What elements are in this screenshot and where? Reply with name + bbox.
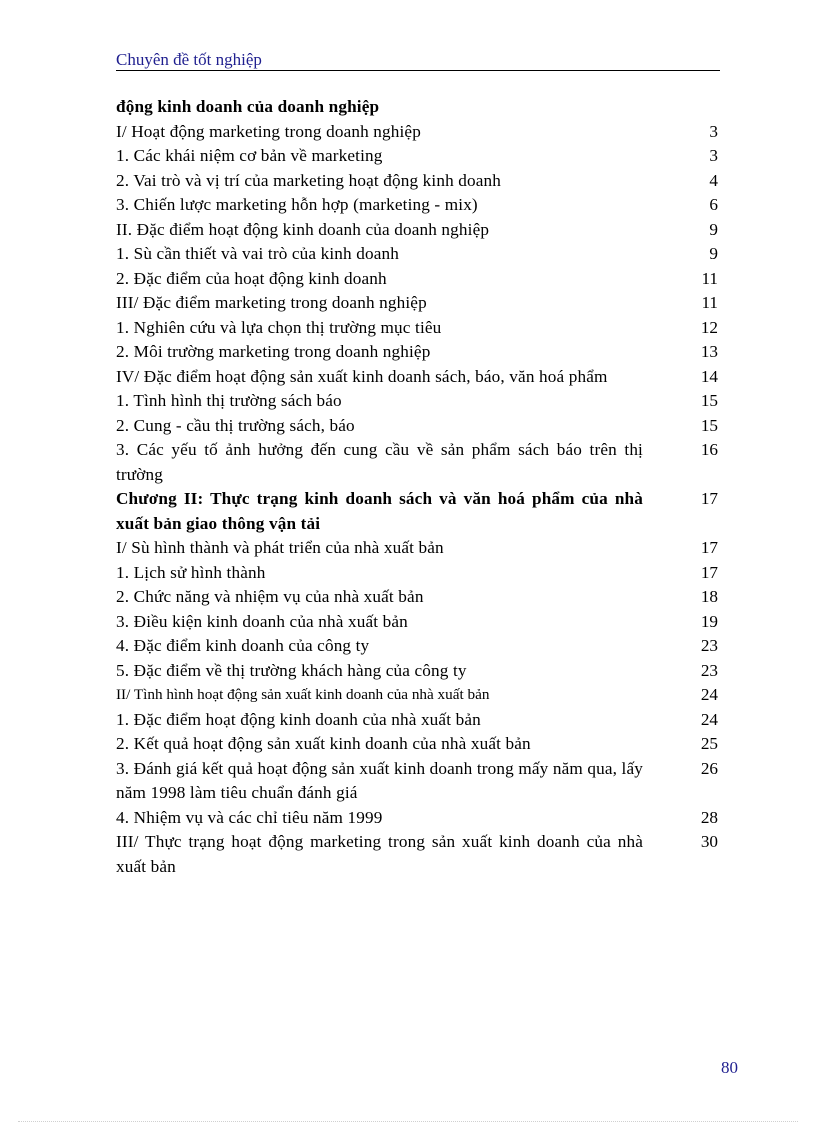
toc-entry-page: 25 [700, 734, 718, 753]
toc-entry [116, 683, 720, 708]
toc-entry [116, 120, 720, 145]
toc-entry-page: 13 [700, 342, 718, 361]
toc-entry-title: 3. Các yếu tố ảnh hưởng đến cung cầu về sản phẩm sách báo trên thị trường [116, 440, 643, 484]
toc-entry-title: 3. Điều kiện kinh doanh của nhà xuất bản [116, 611, 408, 631]
toc-entry-title: 1. Đặc điểm hoạt động kinh doanh của nhà xuất bản [116, 709, 481, 729]
toc-entry [116, 830, 720, 879]
toc-entry-title: 1. Sù cần thiết và vai trò của kinh doanh [116, 244, 399, 263]
toc-entry-title: 4. Nhiệm vụ và các chỉ tiêu năm 1999 [116, 807, 383, 827]
toc-entry-page: 18 [700, 587, 718, 606]
toc-entry-title: III/ Thực trạng hoạt động marketing trong sản xuất kinh doanh của nhà xuất bản [116, 832, 643, 876]
toc-entry [116, 414, 720, 439]
toc-entry-page: 28 [700, 807, 718, 827]
toc-entry [116, 806, 720, 831]
toc-entry-page: 15 [700, 391, 718, 410]
toc-entry-title: 3. Đánh giá kết quả hoạt động sản xuất kinh doanh trong mấy năm qua, lấy năm 1998 làm tiêu chuẩn đánh giá [116, 758, 643, 802]
toc-entry-page: 14 [700, 366, 718, 386]
toc-entry-page: 6 [709, 195, 718, 214]
toc-entry [116, 267, 720, 292]
toc-entry-title: 5. Đặc điểm về thị trường khách hàng của công ty [116, 660, 467, 680]
toc-entry [116, 365, 720, 390]
toc-entry-page: 19 [700, 611, 718, 631]
toc-entry-page: 4 [709, 170, 718, 190]
toc-entry-page: 17 [700, 538, 718, 557]
toc-entry-page: 23 [700, 636, 718, 655]
toc-entry-title: 1. Tình hình thị trường sách báo [116, 391, 342, 410]
toc-entry-title: động kinh doanh của doanh nghiệp [116, 97, 380, 116]
toc-entry-title: III/ Đặc điểm marketing trong doanh nghiệp [116, 293, 427, 312]
toc-entry-page: 17 [700, 562, 718, 582]
toc-entry-page: 12 [700, 317, 718, 337]
toc-entry [116, 708, 720, 733]
toc-entry-title: 2. Đặc điểm của hoạt động kinh doanh [116, 268, 387, 288]
toc-entry [116, 659, 720, 684]
toc-entry-title: 1. Nghiên cứu và lựa chọn thị trường mục tiêu [116, 317, 442, 337]
toc-entry [116, 218, 720, 243]
page-header [116, 48, 720, 71]
toc-entry-title: 2. Chức năng và nhiệm vụ của nhà xuất bản [116, 587, 424, 606]
toc-entry-page: 9 [709, 219, 718, 239]
toc-entry-title: IV/ Đặc điểm hoạt động sản xuất kinh doanh sách, báo, văn hoá phẩm [116, 366, 608, 386]
toc-entry [116, 585, 720, 610]
toc-entry-title: II. Đặc điểm hoạt động kinh doanh của doanh nghiệp [116, 219, 490, 239]
toc-entry-page: 16 [700, 440, 718, 459]
toc-entry-page: 11 [701, 293, 718, 312]
toc-entry-page: 24 [700, 709, 718, 729]
toc-entry [116, 144, 720, 169]
toc-entry-page: 15 [700, 415, 718, 435]
toc-entry [116, 536, 720, 561]
toc-entry [116, 316, 720, 341]
toc-entry-page: 9 [709, 244, 718, 263]
toc-entry-page: 23 [700, 660, 718, 680]
toc-entry-page: 3 [709, 121, 718, 141]
toc-entry-page: 26 [700, 758, 718, 778]
toc-entry-page: 30 [700, 832, 718, 851]
toc-entry-page: 3 [709, 146, 718, 165]
toc-entry [116, 389, 720, 414]
toc-entry-title: Chương II: Thực trạng kinh doanh sách và văn hoá phẩm của nhà xuất bản giao thông vận tải [116, 489, 643, 533]
toc-entry-title: 2. Cung - cầu thị trường sách, báo [116, 415, 355, 435]
page-number: 80 [721, 1058, 738, 1077]
toc-entry-page: 17 [700, 489, 718, 508]
toc-entry [116, 242, 720, 267]
toc-entry [116, 732, 720, 757]
toc-entry-title: I/ Hoạt động marketing trong doanh nghiệp [116, 121, 421, 141]
toc-entry [116, 634, 720, 659]
page-bottom-border [18, 1121, 798, 1122]
toc-entry [116, 610, 720, 635]
toc-entry [116, 561, 720, 586]
toc-entry-title: 2. Vai trò và vị trí của marketing hoạt động kinh doanh [116, 170, 502, 190]
toc-entry [116, 193, 720, 218]
toc-entry [116, 757, 720, 806]
header-title: Chuyên đề tốt nghiệp [116, 50, 262, 69]
toc-entry [116, 291, 720, 316]
toc-entry [116, 340, 720, 365]
toc-entry [116, 169, 720, 194]
toc-entry-page: 24 [700, 685, 718, 704]
toc-entry [116, 438, 720, 487]
toc-entry-title: I/ Sù hình thành và phát triển của nhà xuất bản [116, 538, 444, 557]
toc-entry-title: 2. Môi trường marketing trong doanh nghiệp [116, 342, 431, 361]
toc-entry-title: 1. Các khái niệm cơ bản về marketing [116, 146, 383, 165]
toc-entry [116, 487, 720, 536]
table-of-contents [116, 95, 720, 879]
toc-entry-title: II/ Tình hình hoạt động sản xuất kinh doanh của nhà xuất bản [116, 686, 490, 703]
toc-entry-title: 1. Lịch sử hình thành [116, 562, 266, 582]
toc-entry-title: 3. Chiến lược marketing hỗn hợp (marketing - mix) [116, 195, 478, 214]
toc-entry-title: 4. Đặc điểm kinh doanh của công ty [116, 636, 370, 655]
toc-entry [116, 95, 720, 120]
toc-entry-title: 2. Kết quả hoạt động sản xuất kinh doanh của nhà xuất bản [116, 734, 531, 753]
toc-entry-page: 11 [701, 268, 718, 288]
